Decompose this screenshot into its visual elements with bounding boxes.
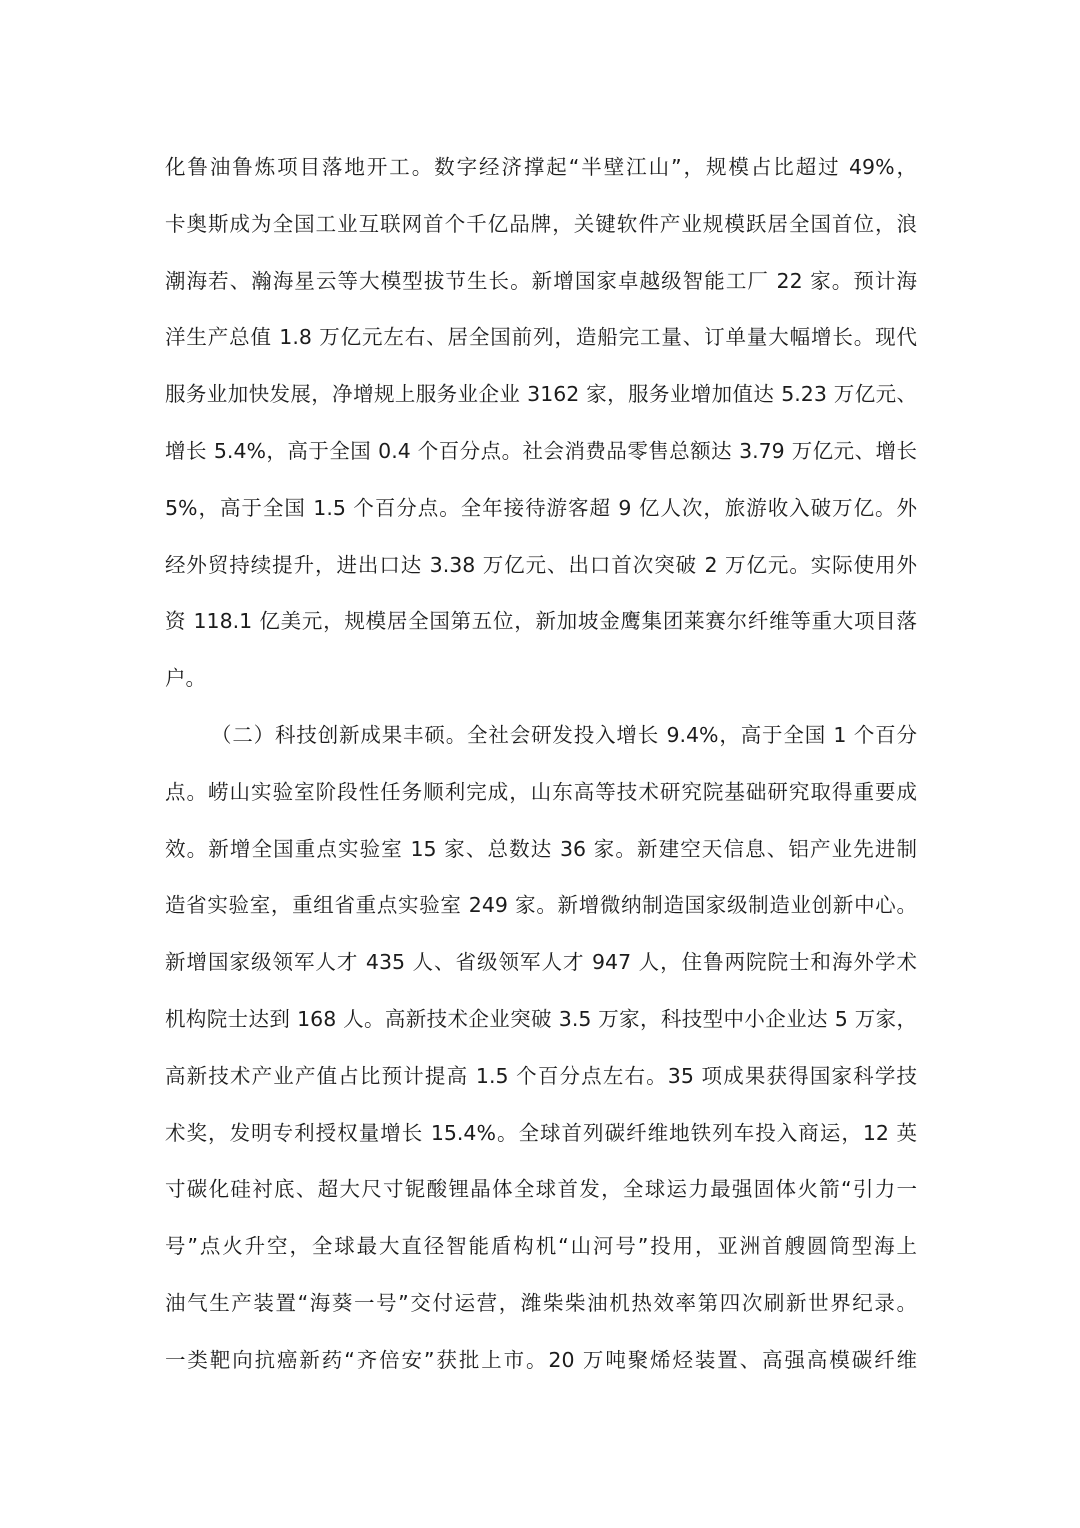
text-line: 增长 5.4%，高于全国 0.4 个百分点。社会消费品零售总额达 3.79 万亿元、增长 bbox=[165, 438, 917, 463]
text-line: 号”点火升空，全球最大直径智能盾构机“山河号”投用，亚洲首艘圆筒型海上 bbox=[165, 1234, 917, 1259]
text-line: 造省实验室，重组省重点实验室 249 家。新增微纳制造国家级制造业创新中心。 bbox=[165, 893, 917, 918]
text-line: 户。 bbox=[165, 666, 206, 691]
text-line: 新增国家级领军人才 435 人、省级领军人才 947 人，住鲁两院院士和海外学术 bbox=[165, 950, 917, 975]
text-line: 寸碳化硅衬底、超大尺寸铌酸锂晶体全球首发，全球运力最强固体火箭“引力一 bbox=[165, 1177, 917, 1202]
text-line: 油气生产装置“海葵一号”交付运营，潍柴柴油机热效率第四次刷新世界纪录。 bbox=[165, 1290, 917, 1315]
body-text bbox=[165, 139, 917, 1389]
paragraph-economy bbox=[165, 139, 917, 707]
text-line: 化鲁油鲁炼项目落地开工。数字经济撑起“半壁江山”，规模占比超过 49%， bbox=[165, 155, 917, 179]
text-line: 机构院士达到 168 人。高新技术企业突破 3.5 万家，科技型中小企业达 5 万家， bbox=[165, 1006, 917, 1031]
text-line: （二）科技创新成果丰硕。全社会研发投入增长 9.4%，高于全国 1 个百分 bbox=[211, 722, 917, 747]
text-line: 服务业加快发展，净增规上服务业企业 3162 家，服务业增加值达 5.23 万亿元、 bbox=[165, 382, 917, 407]
text-line: 5%，高于全国 1.5 个百分点。全年接待游客超 9 亿人次，旅游收入破万亿。外 bbox=[165, 495, 917, 520]
text-line: 效。新增全国重点实验室 15 家、总数达 36 家。新建空天信息、铝产业先进制 bbox=[165, 836, 917, 861]
text-line: 高新技术产业产值占比预计提高 1.5 个百分点左右。35 项成果获得国家科学技 bbox=[165, 1063, 917, 1088]
text-line: 经外贸持续提升，进出口达 3.38 万亿元、出口首次突破 2 万亿元。实际使用外 bbox=[165, 552, 917, 577]
text-line: 洋生产总值 1.8 万亿元左右、居全国前列，造船完工量、订单量大幅增长。现代 bbox=[165, 325, 917, 350]
text-line: 潮海若、瀚海星云等大模型拔节生长。新增国家卓越级智能工厂 22 家。预计海 bbox=[165, 268, 917, 293]
paragraph-tech-innovation bbox=[165, 707, 917, 1389]
text-line: 卡奥斯成为全国工业互联网首个千亿品牌，关键软件产业规模跃居全国首位，浪 bbox=[165, 211, 917, 236]
text-line: 一类靶向抗癌新药“齐倍安”获批上市。20 万吨聚烯烃装置、高强高模碳纤维 bbox=[165, 1347, 917, 1372]
text-line: 点。崂山实验室阶段性任务顺利完成，山东高等技术研究院基础研究取得重要成 bbox=[165, 779, 917, 804]
text-line: 资 118.1 亿美元，规模居全国第五位，新加坡金鹰集团莱赛尔纤维等重大项目落 bbox=[165, 609, 917, 634]
text-line: 术奖，发明专利授权量增长 15.4%。全球首列碳纤维地铁列车投入商运，12 英 bbox=[165, 1120, 917, 1145]
